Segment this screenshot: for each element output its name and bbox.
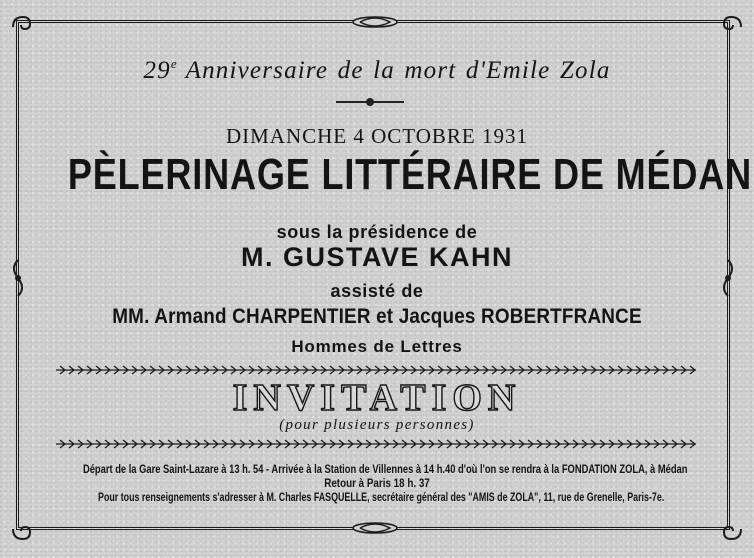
travel-details: Départ de la Gare Saint-Lazare à 13 h. 54 - Arrivée à la Station de Villennes à 14 h.40 d'où l'on se rendra à la FONDATION ZOLA, à Médan — [82, 462, 688, 476]
corner-ornament-top-right — [718, 14, 744, 40]
members-role: Hommes de Lettres — [291, 337, 463, 356]
bottom-center-ornament — [350, 520, 400, 536]
anniversary-ordinal-suffix: e — [170, 56, 177, 71]
corner-ornament-top-left — [10, 14, 36, 40]
assistant-members: MM. Armand CHARPENTIER et Jacques ROBERTFRANCE — [112, 305, 642, 328]
anniversary-number: 29 — [143, 57, 171, 84]
ornamental-border — [16, 20, 752, 530]
anniversary-heading — [0, 56, 754, 85]
invitation-heading: INVITATION — [232, 377, 522, 419]
event-title: PÈLERINAGE LITTÉRAIRE DE MÉDAN — [67, 150, 752, 199]
decorative-chain-divider-bottom — [56, 438, 696, 450]
corner-ornament-bottom-right — [718, 516, 744, 542]
president-name: M. GUSTAVE KAHN — [241, 242, 513, 272]
anniversary-text: Anniversaire de la mort d'Emile Zola — [185, 57, 611, 84]
top-center-ornament — [350, 14, 400, 30]
event-date: DIMANCHE 4 OCTOBRE 1931 — [225, 124, 529, 148]
presidence-label: sous la présidence de — [276, 222, 478, 242]
small-divider — [336, 101, 404, 103]
corner-ornament-bottom-left — [10, 516, 36, 542]
decorative-chain-divider-top — [56, 364, 696, 376]
invitation-note: (pour plusieurs personnes) — [279, 417, 475, 433]
return-time: Retour à Paris 18 h. 37 — [324, 476, 430, 490]
contact-information: Pour tous renseignements s'adresser à M. Charles FASQUELLE, secrétaire général des "AMIS de ZOLA", 11, rue de Grenelle, Paris-7e. — [98, 490, 665, 504]
assiste-label: assisté de — [330, 281, 424, 301]
